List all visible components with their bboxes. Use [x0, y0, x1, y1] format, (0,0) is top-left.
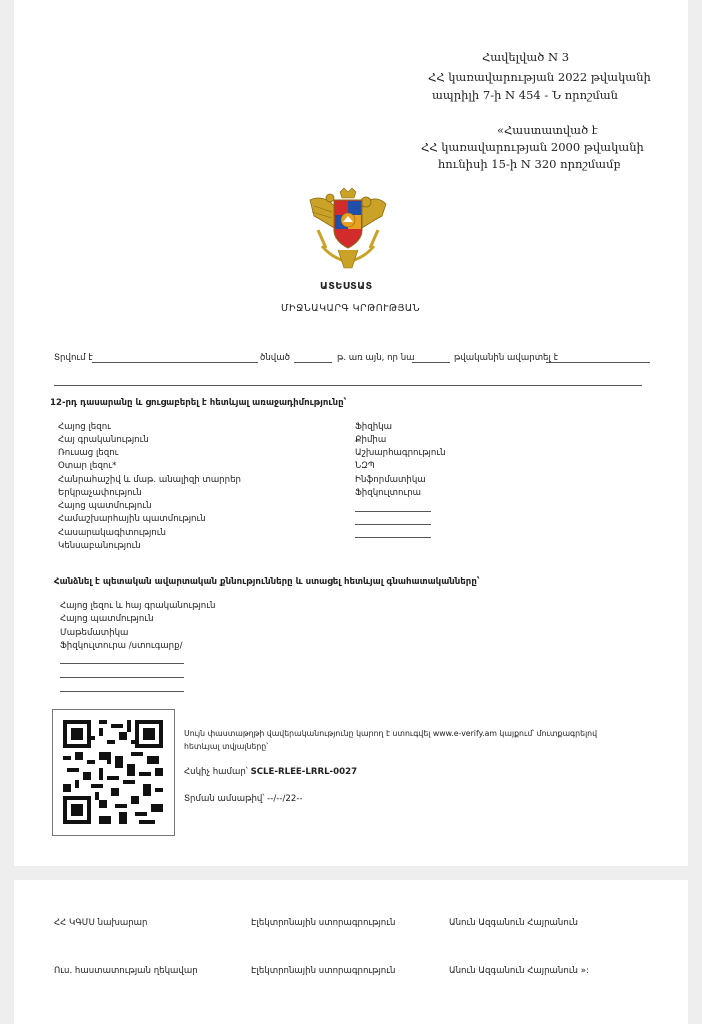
subject-left-item: Օտար լեզու*	[58, 461, 117, 471]
extra-exam-blank	[60, 691, 184, 692]
year-text: թ. առ այն, որ նա	[337, 353, 415, 363]
signature-role: Ուս. հաստատության ղեկավար	[54, 966, 198, 976]
control-number-label: Հսկիչ համար՝	[184, 767, 248, 777]
exam-item: Մաթեմատիկա	[60, 628, 129, 638]
signature-electronic: Էլեկտրոնային ստորագրություն	[251, 966, 396, 976]
verify-text-line-1: Սույն փաստաթղթի վավերականությունը կարող է ստուգվել www.e-verify.am կայքում՝ մուտքագրելով	[184, 729, 598, 738]
exam-item: Հայոց լեզու և հայ գրականություն	[60, 601, 216, 611]
graduated-label: թվականին ավարտել է	[454, 353, 558, 363]
approved-line-2: ՀՀ կառավարության 2000 թվականի	[421, 140, 644, 154]
signature-name: Անուն Ազգանուն Հայրանուն »:	[449, 966, 589, 976]
extra-subject-blank	[355, 524, 431, 525]
subject-right-item: Աշխարհագրություն	[355, 448, 446, 458]
subject-right-item: Ֆիզկուլտուրա	[355, 488, 422, 498]
certificate-page	[14, 0, 688, 866]
school-blank-2	[54, 385, 642, 386]
subject-left-item: Հայոց լեզու	[58, 422, 111, 432]
subject-left-item: Համաշխարհային պատմություն	[58, 514, 206, 524]
extra-exam-blank	[60, 663, 184, 664]
issue-date-value: --/--/22--	[267, 794, 303, 804]
control-number	[184, 767, 357, 777]
subject-left-item: Հայ գրականություն	[58, 435, 149, 445]
name-blank	[92, 362, 258, 363]
extra-exam-blank	[60, 677, 184, 678]
birth-date-blank	[294, 362, 332, 363]
exam-item: Հայոց պատմություն	[60, 614, 154, 624]
subject-left-item: Հասարակագիտություն	[58, 528, 166, 538]
school-blank	[546, 362, 650, 363]
approved-line-1: «Հաստատված է	[497, 123, 598, 137]
verify-text-line-2: հետևյալ տվյալները՝	[184, 742, 269, 751]
annex-line-1: Հավելված N 3	[482, 50, 570, 64]
issued-to-label: Տրվում է	[54, 353, 93, 363]
subject-left-item: Երկրաչափություն	[58, 488, 142, 498]
document-subtitle: ՄԻՋՆԱԿԱՐԳ ԿՐԹՈՒԹՅԱՆ	[281, 303, 421, 314]
subject-left-item: Ռուսաց լեզու	[58, 448, 119, 458]
exams-heading: Հանձնել է պետական ավարտական քննությունները և ստացել հետևյալ գնահատականները՝	[54, 577, 480, 587]
grad-year-blank	[412, 362, 450, 363]
subject-left-item: Հայոց պատմություն	[58, 501, 152, 511]
subject-left-item: Հանրահաշիվ և մաթ. անալիզի տարրեր	[58, 475, 241, 485]
issue-date	[184, 794, 303, 804]
approved-line-3: հունիսի 15-ի N 320 որոշմամբ	[438, 157, 621, 171]
qr-code-icon	[63, 720, 163, 824]
coat-of-arms-emblem	[304, 186, 392, 270]
control-number-value: SCLE-RLEE-LRRL-0027	[250, 767, 358, 777]
extra-subject-blank	[355, 511, 431, 512]
issue-date-label: Տրման ամսաթիվ՝	[184, 794, 265, 804]
subject-right-item: Ինֆորմատիկա	[355, 475, 426, 485]
qr-code	[52, 709, 175, 836]
born-label: ծնված	[260, 353, 290, 363]
exam-item: Ֆիզկուլտուրա /ստուգարք/	[60, 641, 183, 651]
annex-line-3: ապրիլի 7-ի N 454 - Ն որոշման	[432, 88, 618, 102]
extra-subject-blank	[355, 537, 431, 538]
signatures-page	[14, 880, 688, 1024]
document-title: ԱՏԵՍՏԱՏ	[320, 281, 373, 292]
signature-electronic: Էլեկտրոնային ստորագրություն	[251, 918, 396, 928]
subject-right-item: Քիմիա	[355, 435, 387, 445]
subject-right-item: Ֆիզիկա	[355, 422, 392, 432]
signature-name: Անուն Ազգանուն Հայրանուն	[449, 918, 579, 928]
annex-line-2: ՀՀ կառավարության 2022 թվականի	[428, 70, 651, 84]
subject-left-item: Կենսաբանություն	[58, 541, 141, 551]
signature-role: ՀՀ ԿԳՄՍ նախարար	[54, 918, 148, 928]
subjects-heading: 12-րդ դասարանը և ցուցաբերել է հետևյալ առաջադիմությունը՝	[50, 398, 347, 408]
subject-right-item: ՆԶՊ	[355, 461, 375, 471]
